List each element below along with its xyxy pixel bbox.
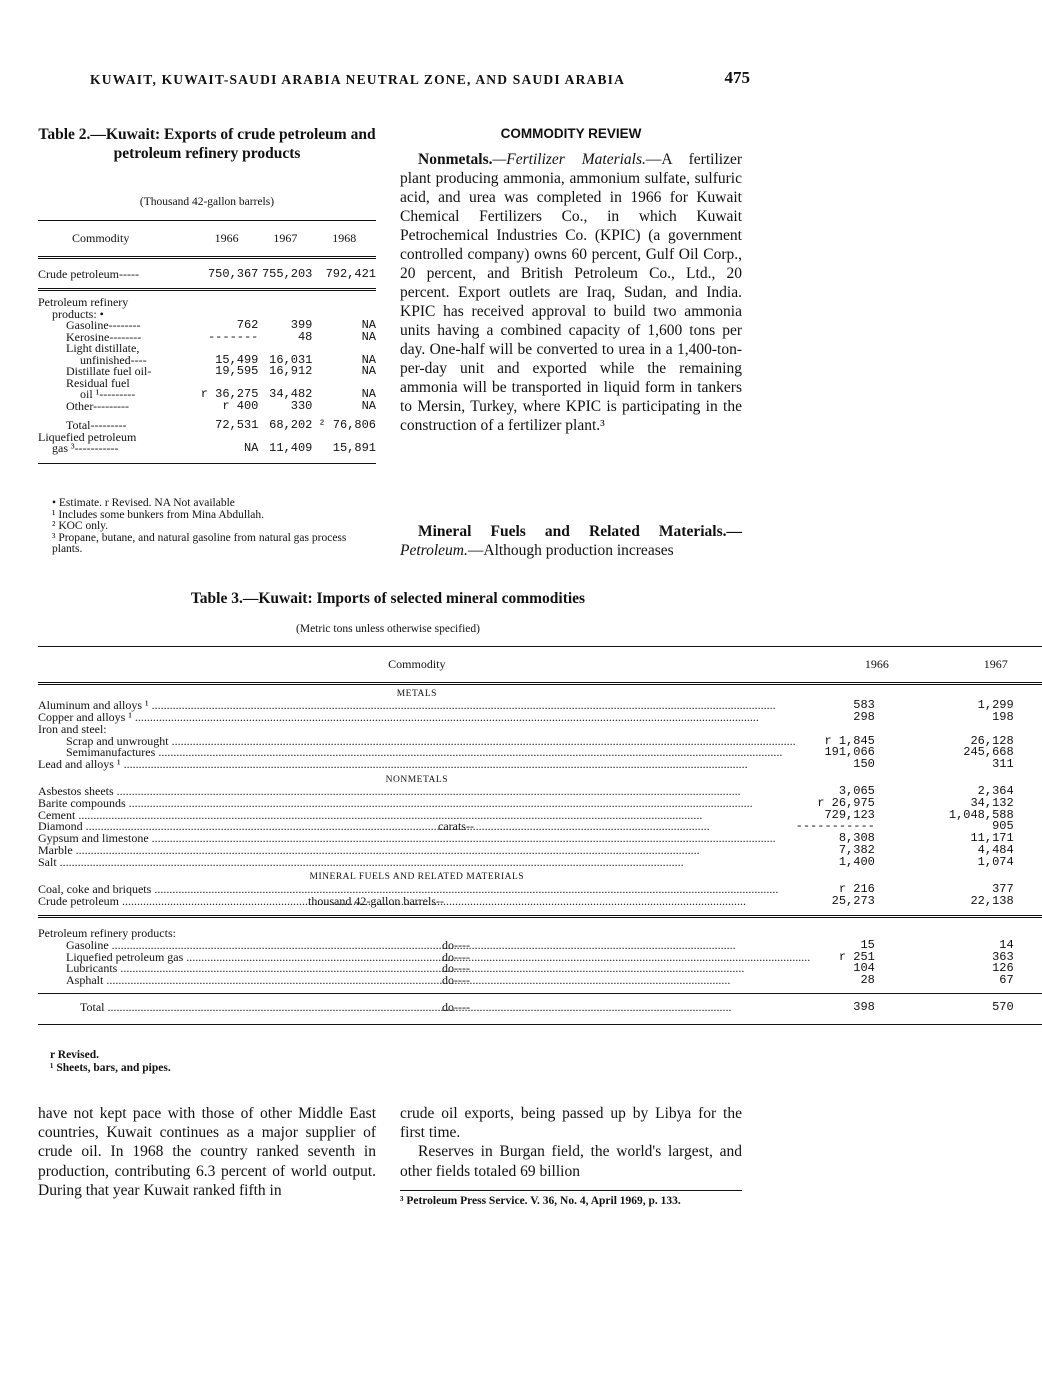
nonmetals-paragraph xyxy=(400,150,742,435)
commodity-review-heading: COMMODITY REVIEW xyxy=(500,126,642,141)
table2-subtitle: (Thousand 42-gallon barrels) xyxy=(139,196,275,208)
table3-section-row: MINERAL FUELS AND RELATED MATERIALS xyxy=(309,872,525,883)
table-row: Iron and steel: xyxy=(38,721,107,736)
running-header xyxy=(90,68,750,88)
table-row: Liquefied petroleum xyxy=(38,429,137,444)
body-text-left: have not kept pace with those of other Middle East countries, Kuwait continues as a major supplier of crude oil. In 1968 the country ranked seventh in production, contributing 6.3 percent of world output. During that year Kuwait ranked fifth in xyxy=(38,1105,376,1199)
table-row: unfinished---- 15,499 16,031 NA xyxy=(80,352,376,367)
para-lead: Nonmetals. xyxy=(418,151,493,168)
para-lead-italic: —Fertilizer Materials. xyxy=(492,151,646,168)
unit-label: do xyxy=(442,938,454,953)
table-row: Scrap and unwrought ..... r 1,845 26,128 xyxy=(38,736,1042,748)
table3-col-1966: 1966 xyxy=(796,647,949,684)
table-row: Residual fuel xyxy=(66,375,130,390)
unit-label: do xyxy=(442,973,454,988)
table3 xyxy=(38,646,1042,1025)
table-row: products: • xyxy=(52,306,104,321)
running-title: KUWAIT, KUWAIT-SAUDI ARABIA NEUTRAL ZONE, AND SAUDI ARABIA xyxy=(90,72,626,87)
table-row: Copper and alloys ¹ ..... 298 198 xyxy=(38,712,1042,724)
table-row: Liquefied petroleum gas ..... do---- r 251 363 xyxy=(38,952,1042,964)
table-row: Crude petroleum ..... thousand 42-gallon barrels-- 25,273 22,138 xyxy=(38,896,1042,917)
para-text: —A fertilizer plant producing ammonia, ammonium sulfate, sulfuric acid, and urea was completed in 1966 for Kuwait Chemical Fertilizers Co., in which Kuwait Petrochemical Industries Co. (KPIC) (a government controlled company) owns 60 percent, Gulf Oil Corp., 20 percent, and British Petroleum Co., Ltd., 20 percent. Export outlets are Iraq, Sudan, and India. KPIC has received approval to build two ammonia units having a combined capacity of 1,600 tons per day. One-half will be converted to urea in a 1,400-ton-per-day unit and exported while the remaining ammonia will be transported in liquid form in tankers to Mersin, Turkey, where KPIC is participating in the construction of a fertilizer plant.³ xyxy=(400,151,742,434)
table-row: Coal, coke and briquets ..... r 216 377 xyxy=(38,884,1042,896)
table-row: Light distillate, xyxy=(66,341,140,355)
table3-footnote: r Revised. xyxy=(50,1049,99,1061)
table-row: oil ¹--------- r 36,275 34,482 NA xyxy=(80,387,376,401)
table2-footnote: ¹ Includes some bunkers from Mina Abdullah. xyxy=(52,508,265,521)
table-row: Total--------- 72,531 68,202 ² 76,806 xyxy=(66,418,376,432)
table-row: Crude petroleum----- 750,367 755,203 792,421 xyxy=(38,257,376,290)
table-row: Petroleum refinery xyxy=(38,295,129,309)
unit-label: do xyxy=(442,961,454,976)
table-row: Gypsum and limestone ..... 8,308 11,171 xyxy=(38,833,1042,845)
table-row: Gasoline ..... do---- 15 14 xyxy=(38,940,1042,952)
table3-col-1967: 1967 xyxy=(949,647,1042,684)
table-row: gas ³----------- NA 11,409 15,891 xyxy=(38,443,376,463)
table3-footnote: ¹ Sheets, bars, and pipes. xyxy=(50,1062,171,1074)
unit-label: do xyxy=(442,999,454,1014)
para-lead: Mineral Fuels and Related Materials.— xyxy=(418,523,742,540)
table2-footnote: ³ Propane, butane, and natural gasoline from natural gas process plants. xyxy=(52,531,347,555)
table2-footnote: • Estimate. r Revised. NA Not available xyxy=(52,497,235,509)
table2-footnotes xyxy=(38,498,376,556)
unit-label: thousand 42-gallon barrels xyxy=(308,893,436,908)
table-row: Other--------- r 400 330 NA xyxy=(66,398,376,413)
body-text-right xyxy=(400,1104,742,1181)
table3-col-commodity: Commodity xyxy=(38,647,796,684)
table-row: Asphalt ..... do---- 28 67 xyxy=(38,975,1042,993)
body-paragraph: crude oil exports, being passed up by Libya for the first time. xyxy=(400,1105,742,1142)
table2-header-row xyxy=(38,221,376,258)
table2-footnote: ² KOC only. xyxy=(52,520,109,532)
table-row: Petroleum refinery products: xyxy=(38,926,176,941)
table-row: Distillate fuel oil- 19,595 16,912 NA xyxy=(66,364,376,378)
table-row: Salt ..... 1,400 1,074 xyxy=(38,857,1042,869)
table3-subtitle: (Metric tons unless otherwise specified) xyxy=(296,623,480,635)
table3-section-row: NONMETALS xyxy=(385,774,448,785)
page-footnote: ³ Petroleum Press Service. V. 36, No. 4, April 1969, p. 133. xyxy=(400,1190,742,1208)
table-row: Diamond ..... carats-- ----------- 905 xyxy=(38,821,1042,833)
table3-title: Table 3.—Kuwait: Imports of selected mineral commodities xyxy=(190,590,586,607)
para-text: —Although production increases xyxy=(467,542,674,559)
mineral-fuels-paragraph xyxy=(400,522,742,560)
unit-label: do xyxy=(442,949,454,964)
table-row: Semimanufactures ..... 191,066 245,668 xyxy=(38,747,1042,759)
table-row: Lubricants ..... do---- 104 126 xyxy=(38,963,1042,975)
table2-col-1967: 1967 xyxy=(258,221,312,258)
page-number: 475 xyxy=(724,68,750,87)
table-row: Asbestos sheets ..... 3,065 2,364 xyxy=(38,786,1042,798)
para-lead-italic: Petroleum. xyxy=(400,542,468,559)
table2-col-commodity: Commodity xyxy=(38,221,195,258)
table2 xyxy=(38,220,376,464)
table-row: Cement ..... 729,123 1,048,588 xyxy=(38,810,1042,822)
table-row: Gasoline-------- 762 399 NA xyxy=(66,318,376,332)
table-row: Aluminum and alloys ¹ ..... 583 1,299 xyxy=(38,700,1042,712)
table3-header-row xyxy=(38,647,1042,684)
unit-label: carats xyxy=(438,819,466,834)
table3-footnotes xyxy=(50,1049,450,1075)
table3-section-row: METALS xyxy=(396,688,437,699)
table2-title: Table 2.—Kuwait: Exports of crude petroleum and petroleum refinery products xyxy=(38,126,376,162)
table-row: Barite compounds ..... r 26,975 34,132 xyxy=(38,798,1042,810)
table-row: Kerosine-------- ------- 48 NA xyxy=(66,329,376,344)
table-row: Total ..... do---- 398 570 xyxy=(38,993,1042,1024)
table-row: Lead and alloys ¹ ..... 150 311 xyxy=(38,759,1042,771)
table2-col-1968: 1968 xyxy=(312,221,376,258)
table-row: Marble ..... 7,382 4,484 xyxy=(38,845,1042,857)
table2-col-1966: 1966 xyxy=(195,221,259,258)
body-paragraph: Reserves in Burgan field, the world's largest, and other fields totaled 69 billion xyxy=(400,1143,742,1180)
